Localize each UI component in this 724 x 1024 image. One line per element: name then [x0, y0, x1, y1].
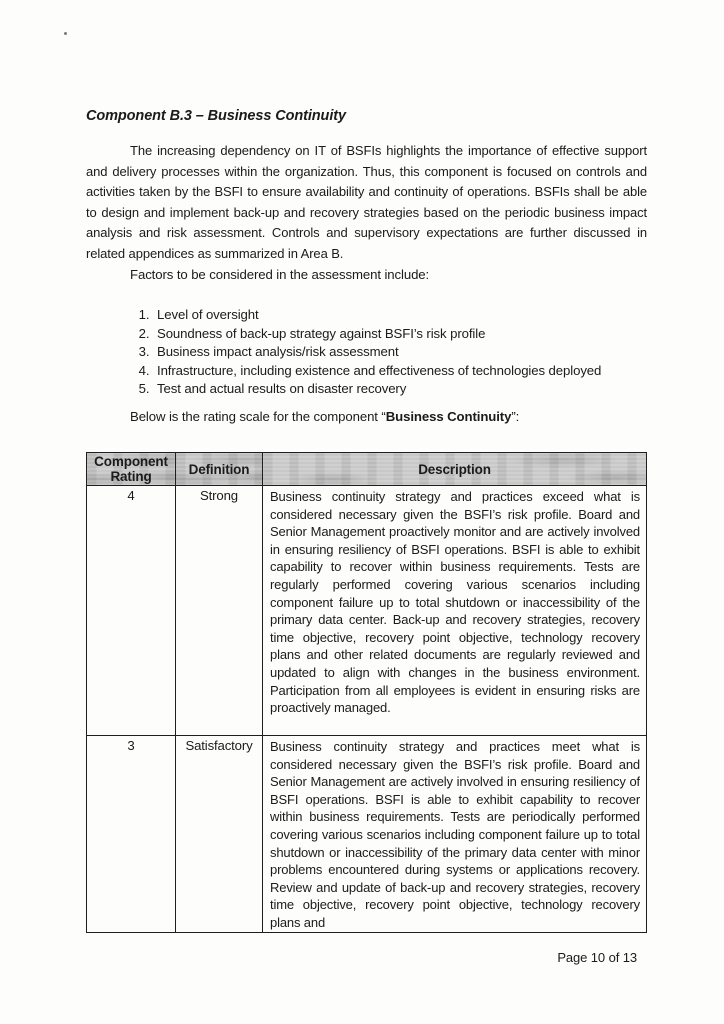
factors-intro: Factors to be considered in the assessment include:	[130, 267, 430, 282]
table-row-rating-3	[87, 736, 647, 933]
description-satisfactory-cell	[263, 736, 647, 933]
description-satisfactory-text: Business continuity strategy and practices meet what is considered necessary given the BSFI’s risk profile. Board and Senior Management are actively involved in ensuring resiliency of BSFI operations. BSFI is able to exhibit capability to recover within business requirements. Tests are periodically performed covering various scenarios including component failure up to total shutdown or inaccessibility of the primary data center with minor problems encountered during systems or applications recovery. Review and update of back-up and recovery strategies, recovery time objective, recovery point objective, technology recovery plans and	[270, 739, 640, 930]
header-component-rating: Component Rating	[87, 453, 176, 486]
factor-item-4: 4. Infrastructure, including existence and effectiveness of technologies deployed	[153, 362, 642, 381]
description-strong-text: Business continuity strategy and practices exceed what is considered necessary given the BSFI’s risk profile. Board and Senior Management proactively monitor and are actively involved in ensuring resiliency of BSFI operations. BSFI is able to exhibit capability to recover within business requirements. Tests are regularly performed covering various scenarios including component failure up to total shutdown or inaccessibility of the primary data center. Back-up and recovery strategies, recovery time objective, recovery point objective, technology recovery plans and other related documents are regularly reviewed and updated to align with changes in the business environment. Participation from all employees is evident in ensuring risks are proactively managed.	[270, 489, 640, 716]
rating-scale-table	[86, 452, 647, 933]
scan-artifact-dot	[64, 32, 67, 35]
definition-strong: Strong	[176, 486, 263, 736]
table-header-row	[87, 453, 647, 486]
rating-intro-suffix: ”:	[511, 409, 520, 424]
description-strong-cell	[263, 486, 647, 736]
factor-item-2: 2. Soundness of back-up strategy against BSFI’s risk profile	[153, 325, 642, 344]
definition-satisfactory: Satisfactory	[176, 736, 263, 933]
factor-item-1: 1. Level of oversight	[153, 306, 642, 325]
header-description: Description	[263, 453, 647, 486]
factors-list	[130, 306, 642, 399]
rating-value-3: 3	[87, 736, 176, 933]
rating-intro-bold-term: Business Continuity	[385, 409, 512, 424]
intro-paragraph: The increasing dependency on IT of BSFIs highlights the importance of effective support and delivery processes within the organization. Thus, this component is focused on controls and activities taken by the BSFI to ensure availability and continuity of operations. BSFIs shall be able to design and implement back-up and recovery strategies based on the periodic business impact analysis and risk assessment. Controls and supervisory expectations are further discussed in related appendices as summarized in Area B.	[86, 143, 647, 261]
rating-value-4: 4	[87, 486, 176, 736]
rating-intro-text: Below is the rating scale for the component “	[130, 409, 386, 424]
header-definition: Definition	[176, 453, 263, 486]
table-row-rating-4	[87, 486, 647, 736]
page-number: Page 10 of 13	[557, 950, 637, 965]
rating-scale-intro	[130, 409, 519, 424]
factor-item-5: 5. Test and actual results on disaster recovery	[153, 380, 642, 399]
factor-item-3: 3. Business impact analysis/risk assessment	[153, 343, 642, 362]
section-title: Component B.3 – Business Continuity	[86, 108, 346, 124]
